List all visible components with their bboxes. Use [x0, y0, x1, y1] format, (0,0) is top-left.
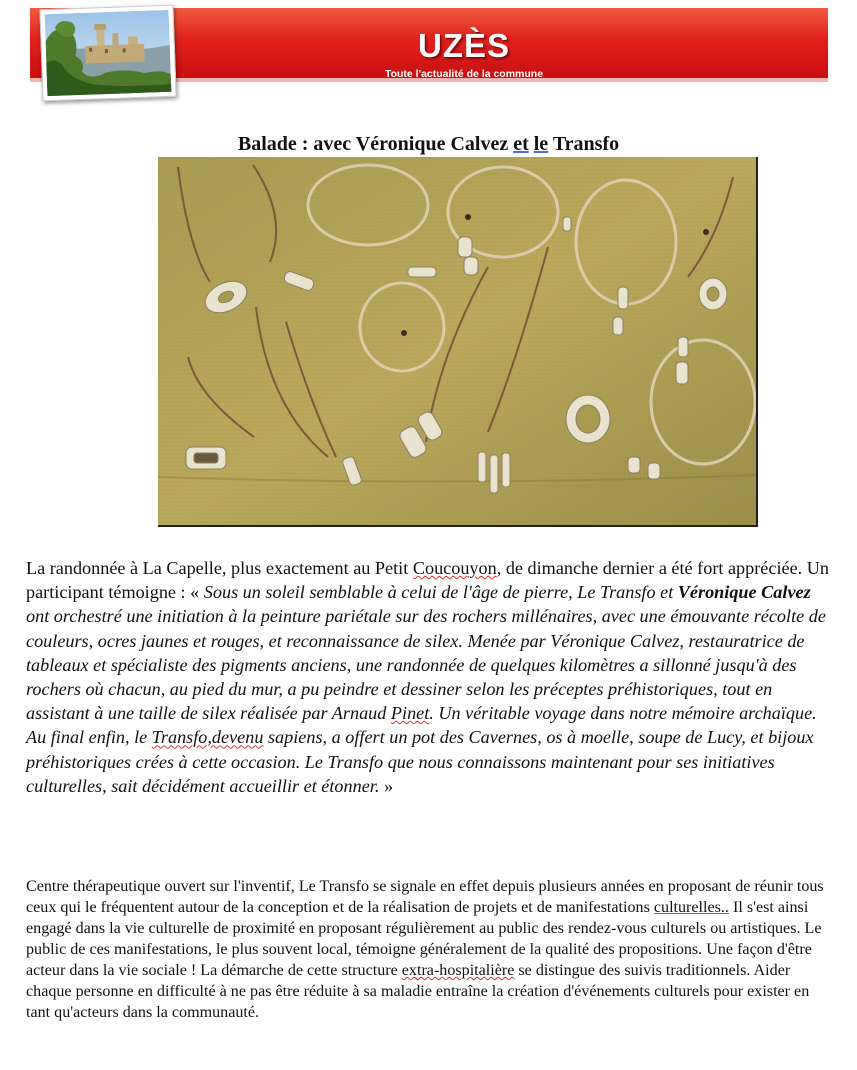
brand-tagline: Toute l'actualité de la commune: [384, 68, 544, 80]
article-title: [0, 132, 857, 156]
quote-close: »: [379, 775, 394, 796]
brand-title[interactable]: UZÈS: [417, 27, 510, 64]
title-part: Transfo: [548, 133, 620, 155]
prehistoric-jewelry-photo-icon: [158, 157, 758, 527]
quote-text: sapiens, a offert un pot des Cavernes, os à moelle, soupe de Lucy, et bijoux préhistoriques crées à cette occasion. Le Transfo que nous connaissons maintenant pour ses initiatives culturelles, sait décidément accueillir et étonner.: [26, 727, 814, 796]
paragraph-text: , de dimanche dernier a été fort appréciée. Un participant témoigne : «: [26, 558, 829, 603]
article-paragraph-1: [26, 556, 832, 798]
grammar-flag: culturelles..: [653, 899, 729, 916]
town-photo-icon: [39, 5, 176, 102]
spelling-flag: Pinet: [390, 703, 430, 724]
article-paragraph-2: [26, 876, 832, 1023]
quote-name-bold: Véronique Calvez: [677, 582, 811, 603]
quote-text: ont orchestré une initiation à la peinture pariétale sur des rochers millénaires, avec une émouvante récolte de couleurs, ocres jaunes et rouges, et reconnaissance de silex. Menée par Véronique Calvez, restauratrice de tableaux et spécialiste des pigments anciens, une randonnée de quelques kilomètres a sillonné jusqu'à des rochers où chacun, au pied du mur, a pu peindre et dessiner selon les préceptes préhistoriques, tout en assistant à une taille de silex réalisée par Arnaud: [26, 606, 826, 724]
paragraph-text: Centre thérapeutique ouvert sur l'inventif, Le Transfo se signale en effet depuis plusieurs années en proposant de réunir tous ceux qui le fréquentent autour de la conception et de la réalisation de projets et de manifestations: [26, 878, 824, 916]
spelling-flag: extra-hospitalière: [401, 962, 515, 979]
title-part: Balade : avec Véronique Calvez: [237, 133, 514, 155]
title-grammar-flag: le: [533, 133, 549, 155]
spelling-flag: Coucouyon: [412, 558, 497, 578]
paragraph-text: La randonnée à La Capelle, plus exactement au Petit: [26, 558, 413, 578]
spelling-flag: Transfo,devenu: [151, 727, 264, 748]
paragraph-text: se distingue des suivis traditionnels. Aider chaque personne en difficulté à ne pas être réduite à sa maladie entraîne la création d'événements culturels pour exister en tant qu'acteurs dans la communauté.: [26, 962, 810, 1021]
paragraph-text: Il s'est ainsi engagé dans la vie culturelle de proximité en proposant régulièrement au public des rendez-vous culturels ou artistiques. Le public de ces manifestations, le plus souvent local, témoigne généralement de la qualité des propositions. Une façon d'être acteur dans la vie sociale ! La démarche de cette structure: [26, 899, 822, 979]
title-grammar-flag: et: [513, 133, 529, 155]
quote-text: . Un véritable voyage dans notre mémoire archaïque. Au final enfin, le: [26, 703, 817, 748]
quote-text: Sous un soleil semblable à celui de l'âge de pierre, Le Transfo et: [203, 582, 678, 603]
